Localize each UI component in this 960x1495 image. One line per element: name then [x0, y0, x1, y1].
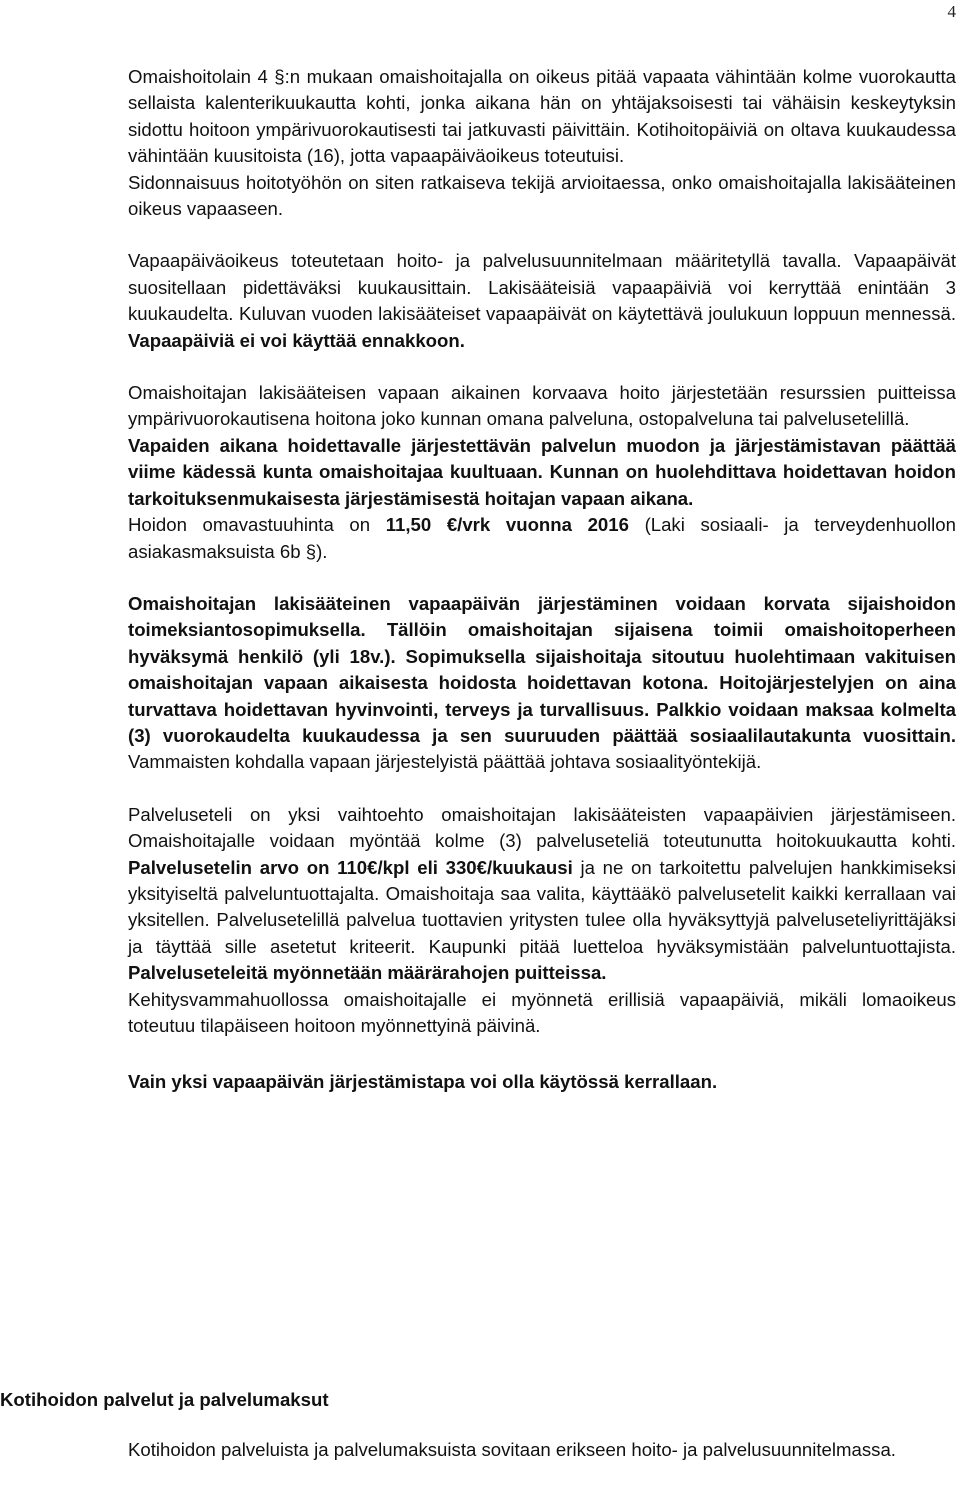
text-emphasis: Omaishoitajan lakisääteinen vapaapäivän järjestäminen voidaan korvata sijaishoidon toimeksiantosopimuksella. Tällöin omaishoitajan sijaisena toimii omaishoitoperheen hyväksymä henkilö (yli 18v.). Sopimuksella sijaishoitaja sitoutuu huolehtimaan vakituisen omaishoitajan vapaan aikaisesta hoidosta hoidettavan kotona. Hoitojärjestelyjen on aina turvattava hoidettavan hyvinvointi, terveys ja turvallisuus. Palkkio voidaan maksaa kolmelta (3) vuorokaudelta kuukaudessa ja sen suuruuden päättää sosiaalilautakunta vuosittain. — [128, 592, 956, 746]
text-emphasis: Palvelusetelin arvo on 110€/kpl eli 330€/kuukausi — [128, 856, 573, 878]
page-number: 4 — [947, 2, 956, 21]
paragraph-fee — [128, 512, 956, 565]
paragraph-substitute-contract — [128, 591, 956, 776]
text-emphasis: Vapaapäiviä ei voi käyttää ennakkoon. — [128, 329, 465, 351]
text-normal: ja ne on tarkoitettu palvelujen hankkimiseksi yksityiseltä palveluntuottajalta. Omaishoitaja saa valita, käyttääkö palvelusetelit kaikki kerrallaan vai yksitellen. Palvelusetelillä palvelua tuottavien yritysten tulee olla hyväksyttyjä palveluseteliyrittäjäksi ja täyttää sille asetetut kriteerit. Kaupunki pitää luetteloa hyväksymistään palveluntuottajista. — [128, 856, 956, 957]
paragraph-substitute-care: Omaishoitajan lakisääteisen vapaan aikainen korvaava hoito järjestetään resurssien puitteissa ympärivuorokautisena hoitona joko kunnan omana palveluna, ostopalveluna tai palvelusetelillä. — [128, 382, 956, 430]
section-paragraph: Kotihoidon palveluista ja palvelumaksuista sovitaan erikseen hoito- ja palvelusuunnitelmassa. — [128, 1439, 896, 1460]
text-emphasis: Vapaiden aikana hoidettavalle järjestettävän palvelun muodon ja järjestämistavan päättää viime kädessä kunta omaishoitajaa kuultuaan. Kunnan on huolehdittava hoidettavan hoidon tarkoituksenmukaisesta järjestämisestä hoitajan vapaan aikana. — [128, 434, 956, 509]
text-normal: Vapaapäiväoikeus toteutetaan hoito- ja palvelusuunnitelmaan määritetyllä tavalla. Vapaapäivät suositellaan pidettäväksi kuukausittain. Lakisääteisiä vapaapäiviä voi kerryttää enintään 3 kuukaudelta. Kuluvan vuoden lakisääteiset vapaapäivät on käytettävä joulukuun loppuun mennessä. — [128, 250, 956, 325]
text-normal: Hoidon omavastuuhinta on — [128, 514, 386, 536]
text-emphasis: Vain yksi vapaapäivän järjestämistapa voi olla käytössä kerrallaan. — [128, 1071, 718, 1093]
text-normal: Palveluseteli on yksi vaihtoehto omaishoitajan lakisääteisten vapaapäivien järjestämiseen. Omaishoitajalle voidaan myöntää kolme (3) palveluseteliä toteutunutta hoitokuukautta kohti. — [128, 803, 956, 852]
text-emphasis: Palveluseteleitä myönnetään määrärahojen puitteissa. — [128, 962, 607, 984]
paragraph-service-voucher — [128, 802, 956, 987]
paragraph-commitment: Sidonnaisuus hoitotyöhön on siten ratkaiseva tekijä arvioitaessa, onko omaishoitajalla lakisääteinen oikeus vapaaseen. — [128, 171, 956, 220]
section-heading: Kotihoidon palvelut ja palvelumaksut — [0, 1389, 329, 1410]
text-normal: Vammaisten kohdalla vapaan järjestelyistä päättää johtava sosiaalityöntekijä. — [128, 751, 762, 773]
paragraph-one-method — [128, 1069, 956, 1095]
text-emphasis: 11,50 €/vrk vuonna 2016 — [385, 514, 629, 536]
text-normal: (Laki sosiaali- ja terveydenhuollon asiakasmaksuista 6b §). — [128, 514, 956, 562]
paragraph-municipality-decision — [128, 433, 956, 512]
paragraph-disability-care: Kehitysvammahuollossa omaishoitajalle ei myönnetä erillisiä vapaapäiviä, mikäli lomaoikeus toteutuu tilapäiseen hoitoon myönnettyinä päivinä. — [128, 988, 956, 1036]
document-body — [128, 64, 956, 1096]
paragraph-leave-implementation — [128, 248, 956, 354]
paragraph-leave-entitlement: Omaishoitolain 4 §:n mukaan omaishoitajalla on oikeus pitää vapaata vähintään kolme vuorokautta sellaista kalenterikuukautta kohti, jonka aikana hän on yhtäjaksoisesti tai vähäisin keskeytyksin sidottu hoitoon ympärivuorokautisesti tai jatkuvasti päivittäin. Kotihoitopäiviä on oltava kuukaudessa vähintään kuusitoista (16), jotta vapaapäiväoikeus toteutuisi. — [128, 66, 956, 167]
